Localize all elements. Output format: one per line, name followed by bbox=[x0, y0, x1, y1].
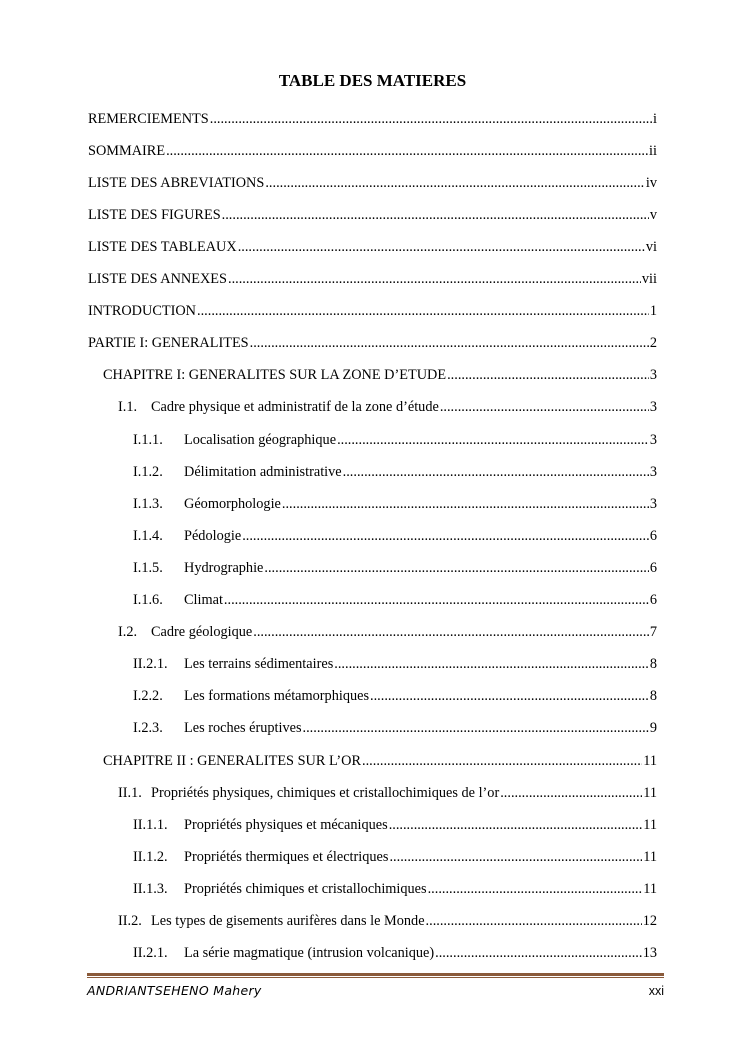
toc-entry-liste-tableaux[interactable] bbox=[88, 238, 657, 256]
toc-entry-label: Délimitation administrative bbox=[184, 464, 342, 480]
toc-entry-page: ii bbox=[649, 143, 657, 159]
toc-entry-number: I.1.3. bbox=[133, 496, 163, 512]
toc-entry-page: v bbox=[649, 207, 657, 223]
dot-leader bbox=[222, 206, 649, 224]
toc-entry-page: 6 bbox=[649, 592, 657, 608]
toc-entry-page: 11 bbox=[643, 785, 657, 801]
toc-entry-label: SOMMAIRE bbox=[88, 143, 166, 159]
toc-entry-page: 11 bbox=[643, 881, 657, 897]
footer-divider-thin bbox=[87, 977, 664, 978]
dot-leader bbox=[210, 110, 652, 128]
toc-entry-section-i-1-1[interactable] bbox=[133, 431, 657, 449]
dot-leader bbox=[224, 591, 649, 609]
dot-leader bbox=[337, 431, 649, 449]
toc-entry-label: LISTE DES ANNEXES bbox=[88, 271, 227, 287]
toc-entry-label: INTRODUCTION bbox=[88, 303, 197, 319]
toc-entry-page: 3 bbox=[649, 432, 657, 448]
dot-leader bbox=[238, 238, 645, 256]
toc-entry-label: Hydrographie bbox=[184, 560, 264, 576]
toc-entry-section-i-2-2[interactable] bbox=[133, 687, 657, 705]
footer-page-number: xxi bbox=[648, 984, 664, 998]
toc-entry-number: I.1.6. bbox=[133, 592, 163, 608]
dot-leader bbox=[362, 752, 642, 770]
toc-entry-label: Les formations métamorphiques bbox=[184, 688, 370, 704]
toc-entry-number: II.1. bbox=[118, 785, 142, 801]
toc-entry-number: I.2.2. bbox=[133, 688, 163, 704]
toc-entry-number: I.2.3. bbox=[133, 720, 163, 736]
toc-entry-page: 3 bbox=[649, 367, 657, 383]
toc-entry-section-ii-1-2[interactable] bbox=[133, 848, 657, 866]
footer-divider bbox=[87, 973, 664, 976]
toc-entry-section-ii-1-3[interactable] bbox=[133, 880, 657, 898]
toc-entry-label: Les terrains sédimentaires bbox=[184, 656, 334, 672]
page-title: TABLE DES MATIERES bbox=[278, 71, 467, 90]
toc-entry-number: I.2. bbox=[118, 624, 138, 640]
toc-entry-remerciements[interactable] bbox=[88, 110, 657, 128]
toc-entry-chapitre-2[interactable] bbox=[103, 752, 657, 770]
dot-leader bbox=[343, 463, 649, 481]
toc-entry-sommaire[interactable] bbox=[88, 142, 657, 160]
toc-entry-page: 8 bbox=[649, 688, 657, 704]
toc-entry-label: Propriétés chimiques et cristallochimiques bbox=[184, 881, 427, 897]
toc-entry-number: I.1.1. bbox=[133, 432, 163, 448]
dot-leader bbox=[389, 816, 643, 834]
toc-entry-label: CHAPITRE II : GENERALITES SUR L’OR bbox=[103, 753, 362, 769]
toc-entry-section-i-1-4[interactable] bbox=[133, 527, 657, 545]
toc-entry-label: Cadre physique et administratif de la zone d’étude bbox=[151, 399, 439, 415]
toc-entry-page: vi bbox=[645, 239, 657, 255]
toc-entry-section-i-2-3[interactable] bbox=[133, 719, 657, 737]
toc-entry-page: i bbox=[653, 111, 657, 127]
toc-entry-page: 3 bbox=[649, 399, 657, 415]
dot-leader bbox=[166, 142, 648, 160]
toc-entry-partie-1[interactable] bbox=[88, 334, 657, 352]
toc-entry-number: II.1.3. bbox=[133, 881, 168, 897]
toc-entry-number: II.1.1. bbox=[133, 817, 168, 833]
toc-entry-page: 3 bbox=[649, 496, 657, 512]
toc-entry-number: II.2.1. bbox=[133, 656, 168, 672]
dot-leader bbox=[282, 495, 649, 513]
dot-leader bbox=[500, 784, 642, 802]
toc-entry-label: Propriétés physiques et mécaniques bbox=[184, 817, 388, 833]
toc-entry-introduction[interactable] bbox=[88, 302, 657, 320]
toc-entry-section-i-2[interactable] bbox=[118, 623, 657, 641]
toc-entry-label: Les roches éruptives bbox=[184, 720, 302, 736]
dot-leader bbox=[265, 174, 645, 192]
dot-leader bbox=[389, 848, 642, 866]
toc-entry-label: LISTE DES FIGURES bbox=[88, 207, 221, 223]
toc-entry-page: 7 bbox=[649, 624, 657, 640]
toc-entry-number: II.2.1. bbox=[133, 945, 168, 961]
toc-entry-page: 8 bbox=[649, 656, 657, 672]
toc-entry-page: 9 bbox=[649, 720, 657, 736]
toc-entry-page: 6 bbox=[649, 528, 657, 544]
dot-leader bbox=[197, 302, 649, 320]
toc-entry-number: II.1.2. bbox=[133, 849, 168, 865]
toc-entry-number: I.1.2. bbox=[133, 464, 163, 480]
toc-entry-page: vii bbox=[641, 271, 657, 287]
toc-entry-label: Pédologie bbox=[184, 528, 242, 544]
dot-leader bbox=[447, 366, 649, 384]
toc-entry-label: La série magmatique (intrusion volcanique) bbox=[184, 945, 435, 961]
dot-leader bbox=[426, 912, 642, 930]
dot-leader bbox=[303, 719, 649, 737]
toc-entry-liste-annexes[interactable] bbox=[88, 270, 657, 288]
toc-entry-number: I.1.5. bbox=[133, 560, 163, 576]
toc-entry-page: 12 bbox=[642, 913, 657, 929]
toc-entry-section-ii-1-1[interactable] bbox=[133, 816, 657, 834]
toc-entry-label: Les types de gisements aurifères dans le Monde bbox=[151, 913, 425, 929]
toc-entry-label: LISTE DES ABREVIATIONS bbox=[88, 175, 265, 191]
toc-entry-label: Géomorphologie bbox=[184, 496, 281, 512]
dot-leader bbox=[435, 944, 642, 962]
toc-entry-page: 11 bbox=[643, 753, 657, 769]
toc-entry-page: 11 bbox=[643, 849, 657, 865]
toc-entry-label: CHAPITRE I: GENERALITES SUR LA ZONE D’ETUDE bbox=[103, 367, 447, 383]
toc-entry-label: Propriétés physiques, chimiques et cristallochimiques de l’or bbox=[151, 785, 500, 801]
dot-leader bbox=[253, 623, 649, 641]
toc-entry-page: 3 bbox=[649, 464, 657, 480]
toc-entry-page: 6 bbox=[649, 560, 657, 576]
dot-leader bbox=[370, 687, 649, 705]
toc-entry-section-ii-2-1-sedimentaires[interactable] bbox=[133, 655, 657, 673]
toc-entry-number: I.1. bbox=[118, 399, 138, 415]
toc-entry-section-ii-2[interactable] bbox=[118, 912, 657, 930]
toc-entry-label: Propriétés thermiques et électriques bbox=[184, 849, 389, 865]
toc-entry-liste-figures[interactable] bbox=[88, 206, 657, 224]
dot-leader bbox=[334, 655, 649, 673]
toc-entry-label: Localisation géographique bbox=[184, 432, 337, 448]
dot-leader bbox=[264, 559, 648, 577]
dot-leader bbox=[242, 527, 649, 545]
toc-entry-section-i-1-2[interactable] bbox=[133, 463, 657, 481]
toc-entry-section-ii-2-1[interactable] bbox=[133, 944, 657, 962]
toc-entry-page: 11 bbox=[643, 817, 657, 833]
toc-entry-section-i-1[interactable] bbox=[118, 398, 657, 416]
dot-leader bbox=[250, 334, 649, 352]
toc-entry-label: Cadre géologique bbox=[151, 624, 253, 640]
toc-entry-label: REMERCIEMENTS bbox=[88, 111, 209, 127]
toc-entry-label: LISTE DES TABLEAUX bbox=[88, 239, 237, 255]
dot-leader bbox=[428, 880, 643, 898]
toc-entry-section-i-1-5[interactable] bbox=[133, 559, 657, 577]
toc-entry-number: II.2. bbox=[118, 913, 142, 929]
toc-entry-page: 2 bbox=[649, 335, 657, 351]
toc-entry-label: PARTIE I: GENERALITES bbox=[88, 335, 249, 351]
toc-entry-section-ii-1[interactable] bbox=[118, 784, 657, 802]
footer-author: ANDRIANTSEHENO Mahery bbox=[87, 983, 262, 998]
toc-entry-section-i-1-6[interactable] bbox=[133, 591, 657, 609]
toc-entry-page: 1 bbox=[649, 303, 657, 319]
toc-entry-liste-abreviations[interactable] bbox=[88, 174, 657, 192]
dot-leader bbox=[228, 270, 641, 288]
toc-entry-page: 13 bbox=[642, 945, 657, 961]
dot-leader bbox=[440, 398, 649, 416]
toc-entry-section-i-1-3[interactable] bbox=[133, 495, 657, 513]
toc-entry-chapitre-1[interactable] bbox=[103, 366, 657, 384]
toc-entry-label: Climat bbox=[184, 592, 223, 608]
toc-entry-page: iv bbox=[645, 175, 657, 191]
toc-entry-number: I.1.4. bbox=[133, 528, 163, 544]
